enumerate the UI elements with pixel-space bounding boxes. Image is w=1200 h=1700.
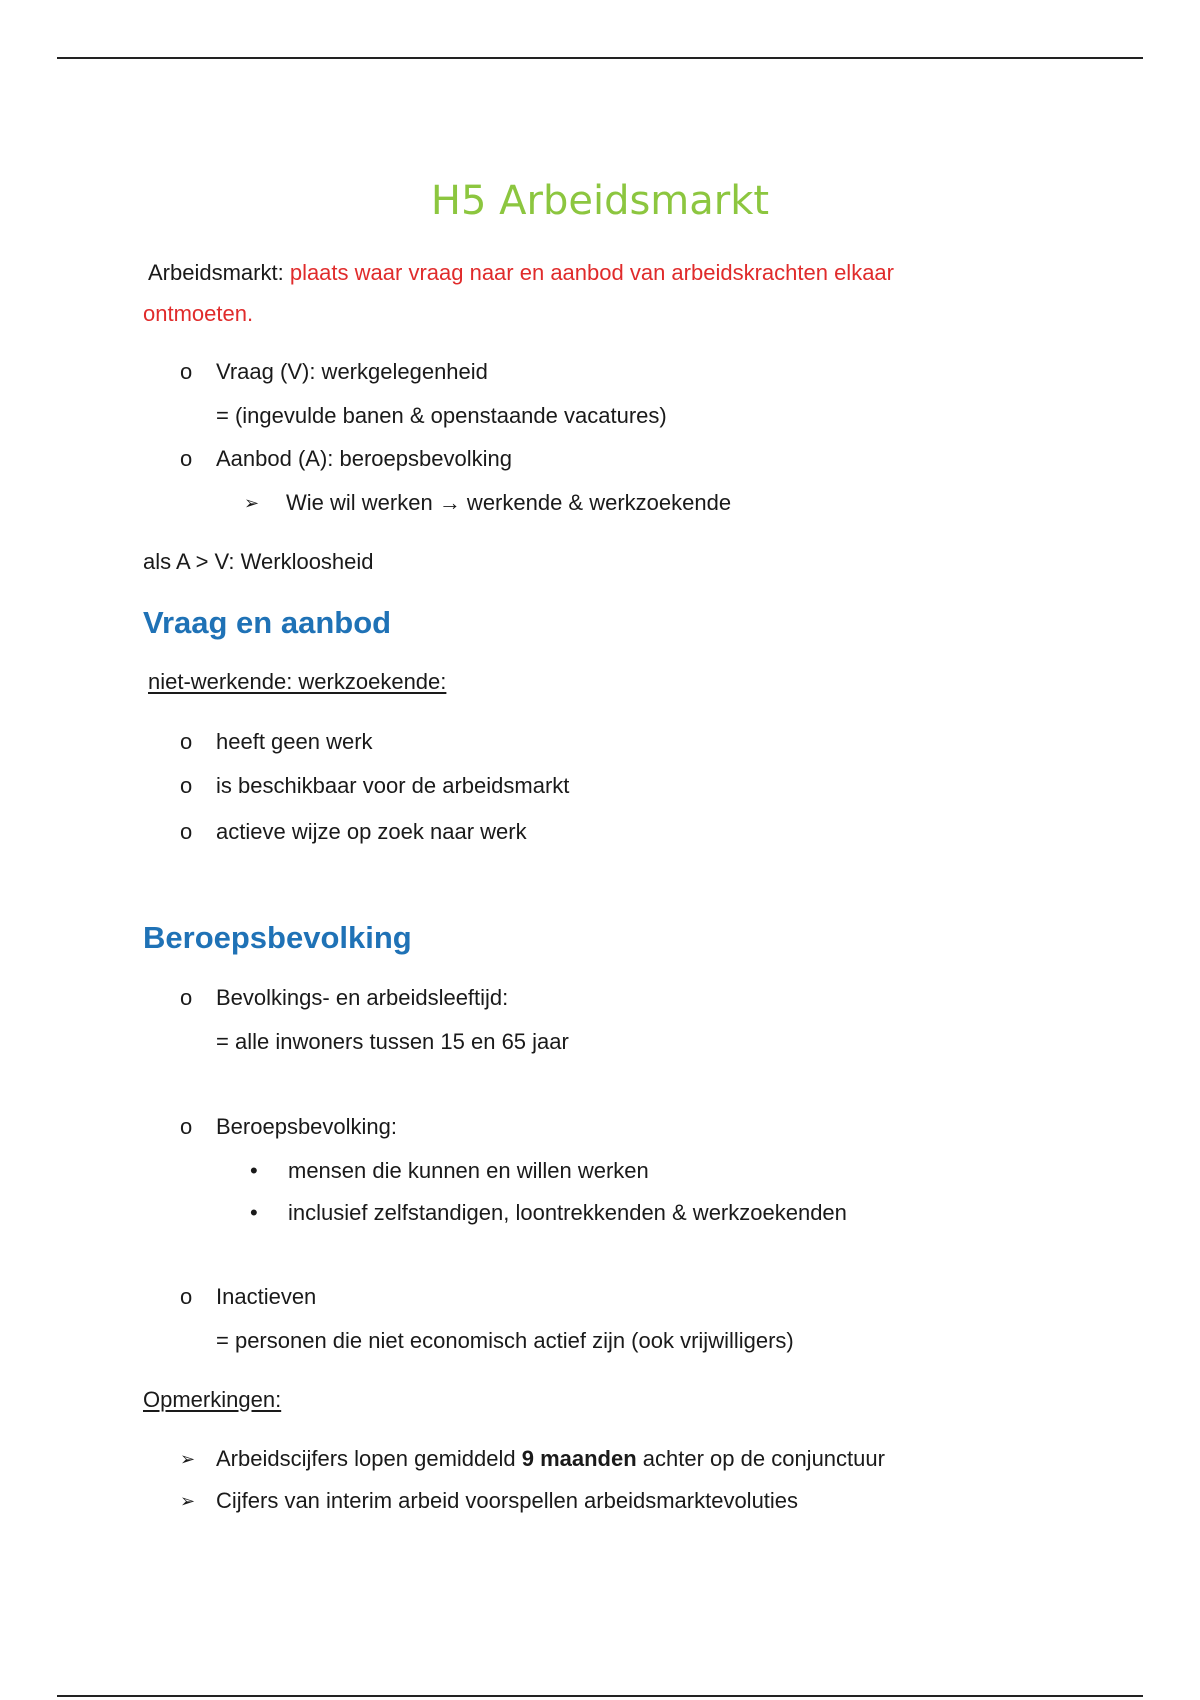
header-rule [57,57,1143,59]
dot-bullet: • [250,1200,258,1225]
list-item-leeftijd-note: = alle inwoners tussen 15 en 65 jaar [216,1029,569,1054]
remark-item-1 [216,1445,885,1473]
list-item: heeft geen werk [216,729,373,754]
page-title: H5 Arbeidsmarkt [430,178,770,224]
arrowhead-bullet-icon: ➢ [180,1491,196,1511]
list-item-beroepsbevolking: Beroepsbevolking: [216,1114,398,1139]
list-item-vraag: Vraag (V): werkgelegenheid [216,359,488,384]
remark-text-a: Arbeidscijfers lopen gemiddeld [216,1446,522,1471]
intro-definition: plaats waar vraag naar en aanbod van arbeidskrachten elkaar [289,260,894,285]
circle-bullet: o [180,359,193,384]
bullet-item: mensen die kunnen en willen werken [288,1158,649,1183]
list-item-aanbod: Aanbod (A): beroepsbevolking [216,446,512,471]
intro-definition-continued: ontmoeten. [143,301,254,326]
subheading-niet-werkende: niet-werkende: werkzoekende: [148,669,447,694]
circle-bullet: o [180,729,193,754]
list-item: actieve wijze op zoek naar werk [216,819,527,844]
heading-beroepsbevolking: Beroepsbevolking [143,920,412,955]
list-item-inactieven: Inactieven [216,1284,317,1309]
dot-bullet: • [250,1158,258,1183]
sub-item-wie-wil-werken [286,489,731,517]
remarks-heading: Opmerkingen: [143,1387,282,1412]
remark-text-b: achter op de conjunctuur [636,1446,885,1471]
right-arrow-icon: → [438,490,461,515]
circle-bullet: o [180,985,193,1010]
intro-line-1 [148,259,894,287]
intro-term: Arbeidsmarkt: [148,260,290,285]
list-item-inactieven-note: = personen die niet economisch actief zijn (ook vrijwilligers) [216,1328,794,1353]
sub-item-text-b: werkende & werkzoekende [460,490,732,515]
remark-emphasis: 9 maanden [521,1446,637,1471]
arrowhead-bullet-icon: ➢ [244,493,260,513]
list-item-vraag-note: = (ingevulde banen & openstaande vacatures) [216,403,667,428]
circle-bullet: o [180,1284,193,1309]
list-item: is beschikbaar voor de arbeidsmarkt [216,773,570,798]
heading-vraag-en-aanbod: Vraag en aanbod [143,605,392,640]
circle-bullet: o [180,819,193,844]
arrowhead-bullet-icon: ➢ [180,1449,196,1469]
sub-item-text-a: Wie wil werken [286,490,439,515]
circle-bullet: o [180,773,193,798]
bullet-item: inclusief zelfstandigen, loontrekkenden & werkzoekenden [288,1200,847,1225]
circle-bullet: o [180,446,193,471]
condition-text: als A > V: Werkloosheid [143,549,374,574]
footer-rule [57,1695,1143,1697]
remark-item-2: Cijfers van interim arbeid voorspellen arbeidsmarktevoluties [216,1488,799,1513]
circle-bullet: o [180,1114,193,1139]
list-item-leeftijd: Bevolkings- en arbeidsleeftijd: [216,985,509,1010]
